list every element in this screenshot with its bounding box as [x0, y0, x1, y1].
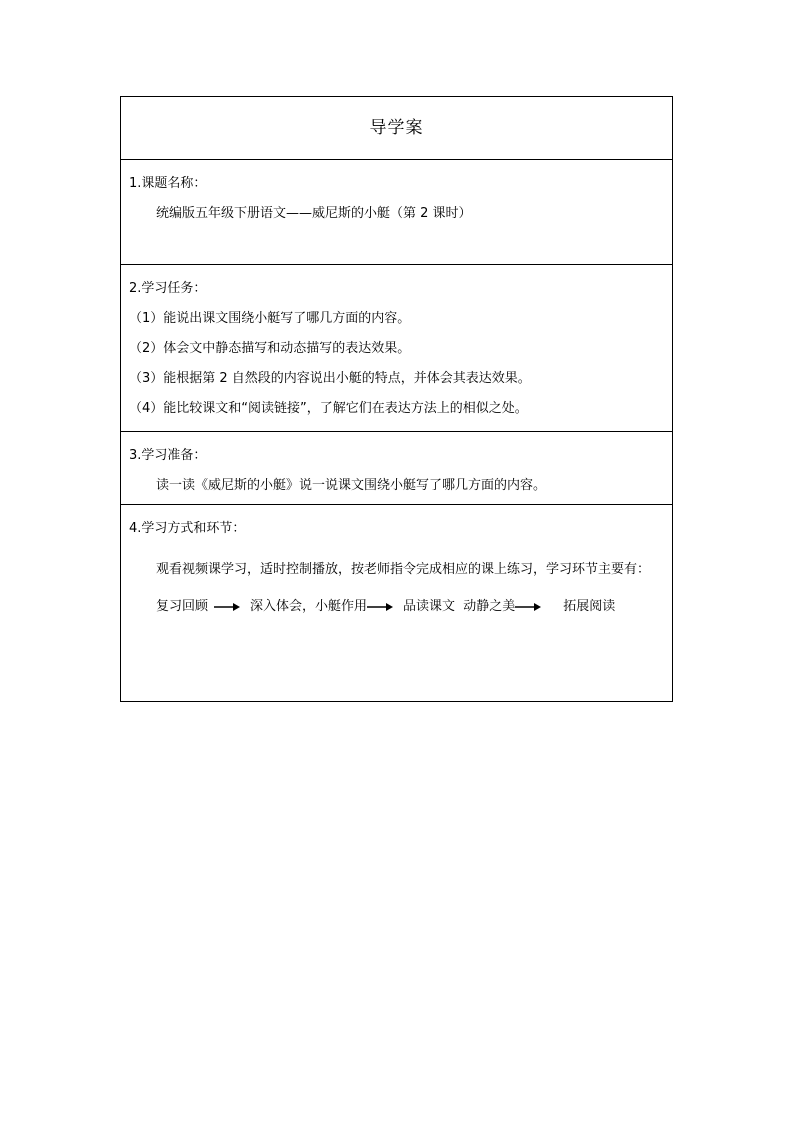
arrow-right-icon: [367, 602, 393, 612]
study-guide-table: [120, 96, 673, 702]
method-cell: [121, 505, 673, 702]
preparation-cell: [121, 432, 673, 505]
task-item-3: （3）能根据第 2 自然段的内容说出小艇的特点，并体会其表达效果。: [129, 371, 531, 386]
task-item-1: （1）能说出课文围绕小艇写了哪几方面的内容。: [129, 311, 411, 326]
topic-heading: 1.课题名称：: [129, 176, 207, 191]
arrow-right-icon: [515, 602, 541, 612]
task-item-2: （2）体会文中静态描写和动态描写的表达效果。: [129, 341, 411, 356]
flow-step-2: 深入体会，小艇作用: [250, 599, 368, 614]
title-cell: [121, 97, 673, 160]
method-heading: 4.学习方式和环节：: [129, 521, 246, 536]
tasks-cell: [121, 265, 673, 432]
preparation-heading: 3.学习准备：: [129, 448, 207, 463]
learning-flow: [129, 597, 664, 617]
flow-step-4: 拓展阅读: [563, 599, 616, 614]
topic-cell: [121, 160, 673, 265]
flow-step-1: 复习回顾: [156, 599, 209, 614]
preparation-content: 读一读《威尼斯的小艇》说一说课文围绕小艇写了哪几方面的内容。: [156, 478, 547, 493]
method-content: 观看视频课学习，适时控制播放，按老师指令完成相应的课上练习，学习环节主要有：: [156, 562, 651, 577]
topic-content: 统编版五年级下册语文——威尼斯的小艇（第 2 课时）: [156, 206, 472, 221]
page-title: 导学案: [369, 118, 424, 138]
tasks-heading: 2.学习任务：: [129, 281, 207, 296]
flow-step-3: 品读课文 动静之美: [403, 599, 516, 614]
arrow-right-icon: [214, 602, 240, 612]
task-item-4: （4）能比较课文和“阅读链接”，了解它们在表达方法上的相似之处。: [129, 401, 528, 416]
